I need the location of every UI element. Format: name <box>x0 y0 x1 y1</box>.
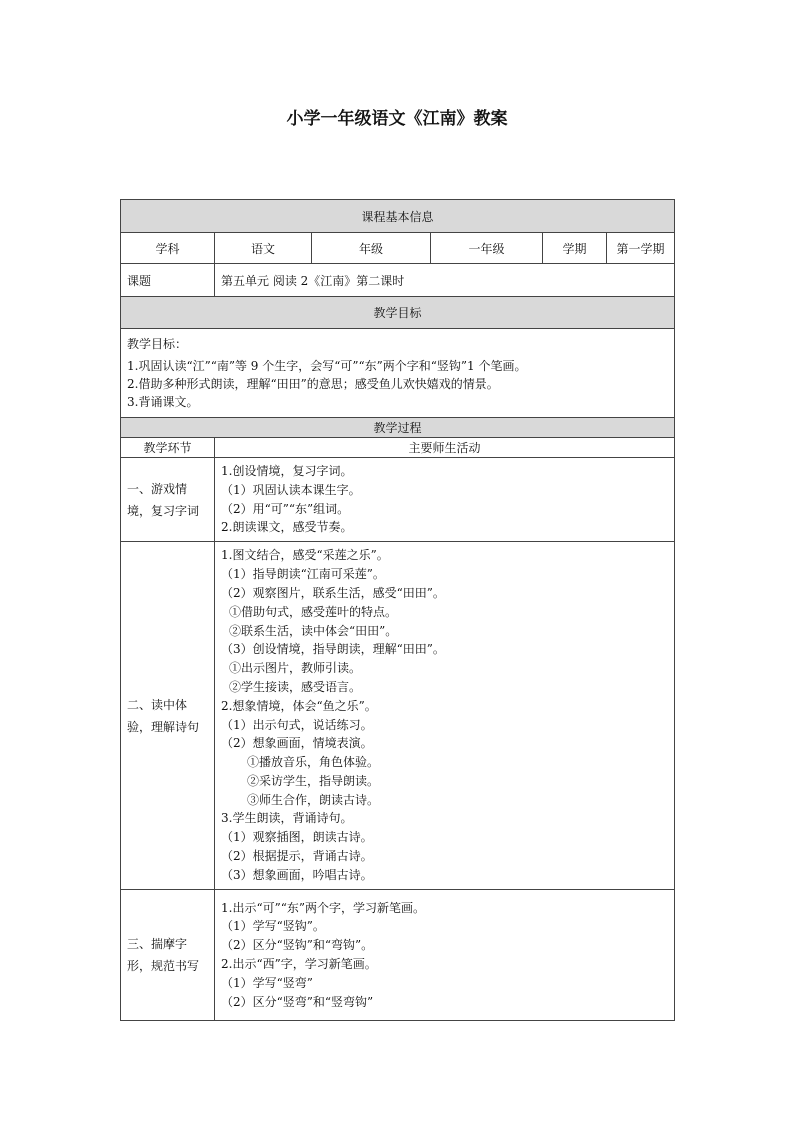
activity-line: 2.出示“西”字，学习新笔画。 <box>221 957 377 971</box>
activity-line: （1）学写“竖弯” <box>221 975 313 990</box>
activity-line: ③师生合作，朗读古诗。 <box>247 792 380 807</box>
activity-line: ①播放音乐，角色体验。 <box>247 755 380 770</box>
activity-line: （1）观察插图，朗读古诗。 <box>221 830 373 845</box>
lesson-plan-table <box>120 199 675 1021</box>
stage-2-activities <box>215 542 675 890</box>
subject-value: 语文 <box>215 233 312 264</box>
activity-line: ①出示图片，教师引读。 <box>229 661 362 676</box>
goals-content <box>121 329 675 418</box>
goal-item-3: 3.背诵课文。 <box>127 395 199 409</box>
process-header: 教学过程 <box>121 418 675 438</box>
activity-line: （2）用“可”“东”组词。 <box>221 501 350 516</box>
goal-item-2: 2.借助多种形式朗读，理解“田田”的意思；感受鱼儿欢快嬉戏的情景。 <box>127 377 499 391</box>
stage-1-activities <box>215 458 675 542</box>
activity-line: （2）根据提示，背诵古诗。 <box>221 849 373 864</box>
activity-line: （2）观察图片，联系生活，感受“田田”。 <box>221 585 445 600</box>
activity-line: ①借助句式，感受莲叶的特点。 <box>229 604 398 619</box>
stage-3-activities <box>215 890 675 1021</box>
grade-value: 一年级 <box>431 233 543 264</box>
subject-label: 学科 <box>121 233 215 264</box>
stage-2-label: 二、读中体验，理解诗句 <box>121 542 215 890</box>
activity-line: （2）区分“竖弯”和“竖弯钩” <box>221 994 374 1009</box>
activity-line: 3.学生朗读，背诵诗句。 <box>221 811 353 826</box>
activity-line: （1）巩固认读本课生字。 <box>221 482 361 497</box>
course-info-header: 课程基本信息 <box>121 200 675 233</box>
activity-line: （1）出示句式，说话练习。 <box>221 717 373 732</box>
grade-label: 年级 <box>312 233 431 264</box>
activity-line: （2）区分“竖钩”和“弯钩”。 <box>221 938 374 953</box>
activity-line: （3）想象画面，吟唱古诗。 <box>221 867 373 882</box>
term-value: 第一学期 <box>607 233 675 264</box>
activity-line: （1）指导朗读“江南可采莲”。 <box>221 567 385 582</box>
activity-line: （1）学写“竖钩”。 <box>221 919 325 934</box>
activity-line: 1.出示“可”“东”两个字，学习新笔画。 <box>221 900 425 915</box>
goals-header: 教学目标 <box>121 297 675 329</box>
activity-line: 1.创设情境，复习字词。 <box>221 463 353 478</box>
stage-3-label: 三、揣摩字形，规范书写 <box>121 890 215 1021</box>
document-title: 小学一年级语文《江南》教案 <box>286 109 508 129</box>
stage-1-label: 一、游戏情境，复习字词 <box>121 458 215 542</box>
activity-line: 2.朗读课文，感受节奏。 <box>221 520 353 535</box>
activity-column-header: 主要师生活动 <box>215 438 675 458</box>
goals-intro: 教学目标： <box>127 337 188 351</box>
activity-line: ②学生接读，感受语言。 <box>229 679 362 694</box>
activity-line: 2.想象情境，体会“鱼之乐”。 <box>221 698 377 713</box>
stage-column-header: 教学环节 <box>121 438 215 458</box>
activity-line: （2）想象画面，情境表演。 <box>221 736 373 751</box>
activity-line: ②采访学生，指导朗读。 <box>247 773 380 788</box>
activity-line: 1.图文结合，感受“采莲之乐”。 <box>221 548 389 563</box>
activity-line: ②联系生活，读中体会“田田”。 <box>229 623 398 638</box>
topic-label: 课题 <box>121 264 215 297</box>
activity-line: （3）创设情境，指导朗读，理解“田田”。 <box>221 642 445 657</box>
term-label: 学期 <box>543 233 607 264</box>
topic-value: 第五单元 阅读 2《江南》第二课时 <box>215 264 675 297</box>
goal-item-1: 1.巩固认读“江”“南”等 9 个生字，会写“可”“东”两个字和“竖钩”1 个笔画。 <box>127 359 527 373</box>
